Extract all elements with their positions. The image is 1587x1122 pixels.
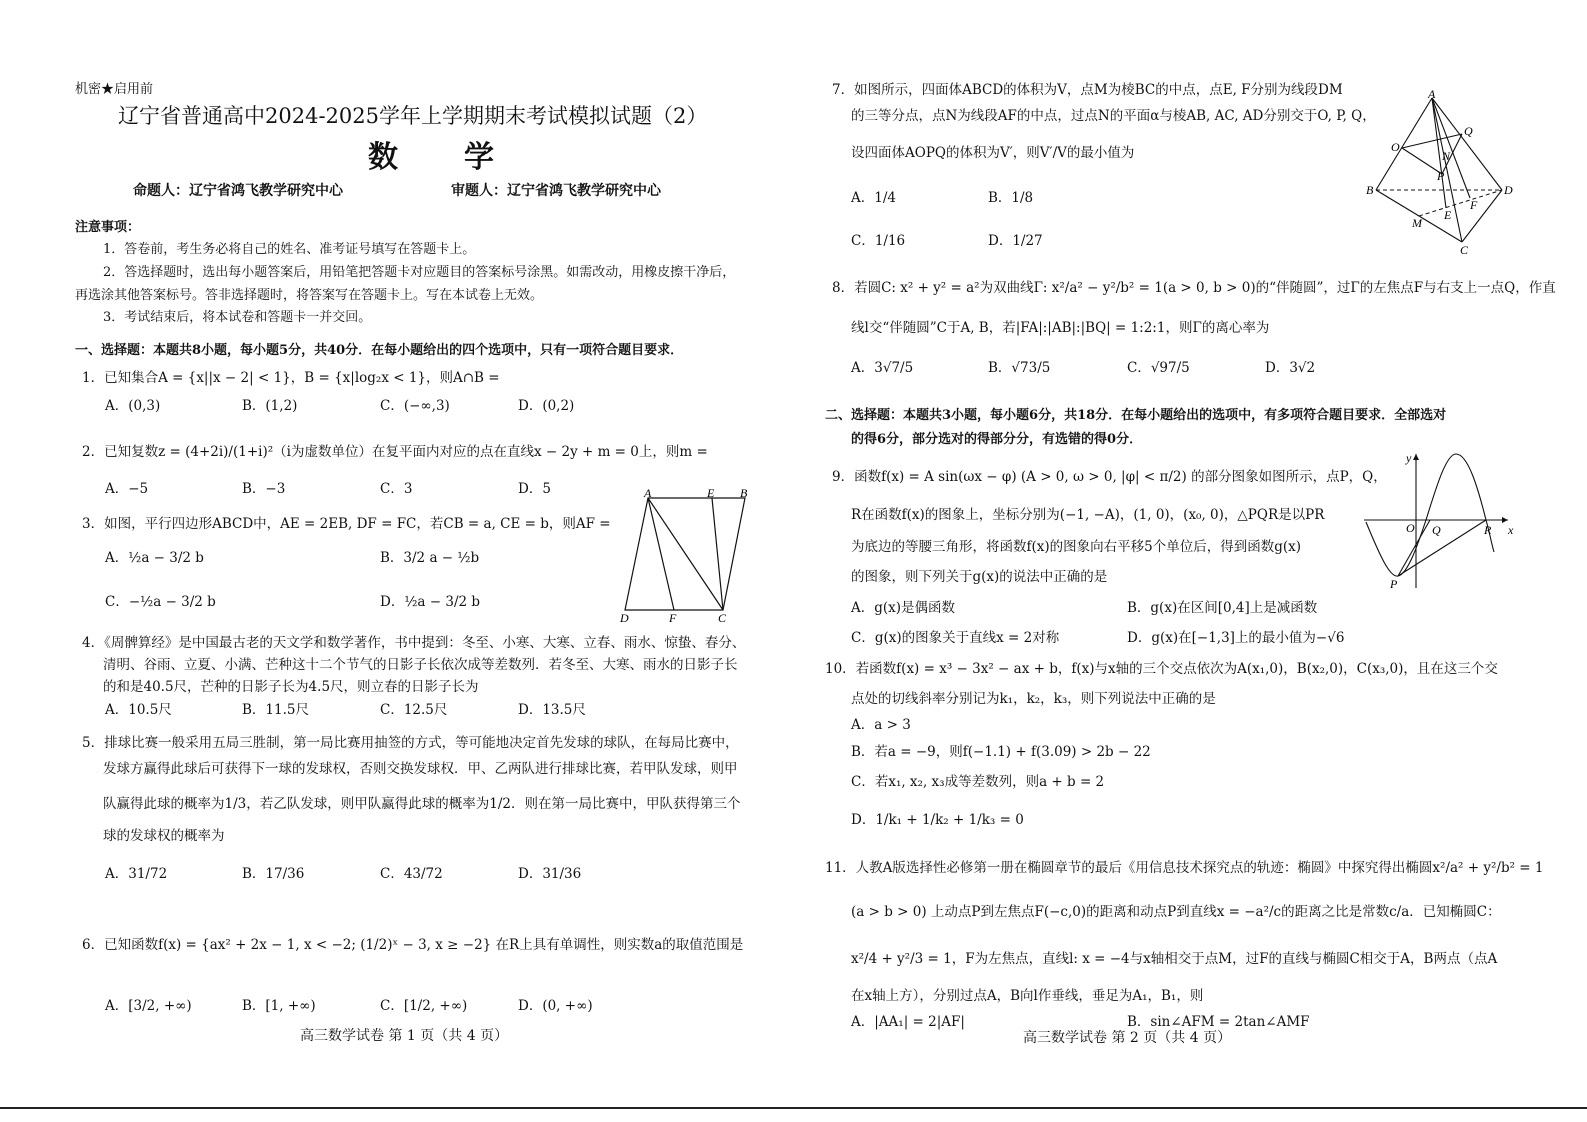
q1-option-d: D．(0,2) — [518, 398, 575, 414]
q7-label-c: C — [1460, 243, 1469, 257]
q9-line-3: 为底边的等腰三角形，将函数f(x)的图象向右平移5个单位后，得到函数g(x) — [851, 539, 1302, 555]
q3-option-c: C．−½a − 3/2 b — [105, 594, 216, 610]
q8-option-a: A．3√7/5 — [851, 360, 914, 376]
q5-option-a: A．31/72 — [105, 866, 168, 882]
q7-line-1: 7．如图所示，四面体ABCD的体积为V，点M为棱BC的中点，点E, F分别为线段DM — [832, 82, 1343, 98]
subject-title: 数 学 — [368, 140, 512, 175]
q3-label-f: F — [669, 611, 677, 625]
q9-sine-graph-figure — [1362, 448, 1518, 594]
exam-title: 辽宁省普通高中2024-2025学年上学期期末考试模拟试题（2） — [118, 104, 708, 128]
q4-option-c: C．12.5尺 — [380, 702, 448, 718]
q9-option-d: D．g(x)在[−1,3]上的最小值为−√6 — [1127, 630, 1345, 646]
q7-label-p: P — [1437, 169, 1445, 183]
q5-line-4: 球的发球权的概率为 — [103, 828, 225, 844]
q5-line-3: 队赢得此球的概率为1/3，若乙队发球，则甲队赢得此球的概率为1/2．则在第一局比赛中，甲队获得第三个 — [103, 796, 741, 812]
q8-line-1: 8．若圆C: x² + y² = a²为双曲线Γ: x²/a² − y²/b² = 1(a > 0, b > 0)的“伴随圆”，过Γ的左焦点F与右支上一点Q，作直 — [832, 280, 1556, 296]
q6-option-a: A．[3/2, +∞) — [105, 998, 192, 1014]
notice-item-2: 2．答选择题时，选出每小题答案后，用铅笔把答题卡对应题目的答案标号涂黑。如需改动，用橡皮擦干净后， — [103, 265, 736, 280]
q7-option-b: B．1/8 — [988, 190, 1034, 206]
q6-option-b: B．[1, +∞) — [242, 998, 316, 1014]
q2-option-b: B．−3 — [242, 481, 286, 497]
q11-line-2: (a > b > 0) 上动点P到左焦点F(−c,0)的距离和动点P到直线x = −a²/c的距离之比是常数c/a．已知椭圆C： — [851, 904, 1501, 920]
section-1-heading: 一、选择题：本题共8小题，每小题5分，共40分．在每小题给出的四个选项中，只有一项符合题目要求． — [75, 343, 684, 358]
page-bottom-rule — [0, 1107, 1587, 1109]
q9-line-2: R在函数f(x)的图象上，坐标分别为(−1, −A)，(1, 0)，(x₀, 0)，△PQR是以PR — [851, 507, 1325, 523]
q11-option-a: A．|AA₁| = 2|AF| — [851, 1014, 965, 1030]
q1-stem: 1．已知集合A = {x||x − 2| < 1}，B = {x|log₂x < 1}，则A∩B = — [82, 370, 500, 386]
q7-label-e: E — [1444, 208, 1452, 222]
q7-line-3: 设四面体AOPQ的体积为V′，则V′/V的最小值为 — [851, 145, 1135, 161]
q9-label-x: x — [1508, 523, 1514, 537]
q4-option-d: D．13.5尺 — [518, 702, 586, 718]
q7-option-d: D．1/27 — [988, 233, 1043, 249]
q8-option-d: D．3√2 — [1265, 360, 1316, 376]
q3-option-b: B．3/2 a − ½b — [380, 550, 480, 566]
q9-label-q: Q — [1432, 523, 1441, 537]
q6-option-d: D．(0, +∞) — [518, 998, 593, 1014]
q7-option-c: C．1/16 — [851, 233, 906, 249]
q5-line-1: 5．排球比赛一般采用五局三胜制，第一局比赛用抽签的方式，等可能地决定首先发球的球队，在每局比赛中， — [82, 735, 739, 751]
q4-line-3: 的和是40.5尺，芒种的日影子长为4.5尺，则立春的日影子长为 — [103, 679, 479, 695]
q9-label-p: P — [1390, 577, 1398, 591]
q4-option-b: B．11.5尺 — [242, 702, 309, 718]
q10-option-d: D．1/k₁ + 1/k₂ + 1/k₃ = 0 — [851, 812, 1024, 828]
q7-label-m: M — [1412, 216, 1422, 230]
q9-option-b: B．g(x)在区间[0,4]上是减函数 — [1127, 600, 1318, 616]
q7-label-b: B — [1366, 183, 1374, 197]
q7-tetrahedron-figure — [1362, 90, 1522, 258]
q11-line-1: 11．人教A版选择性必修第一册在椭圆章节的最后《用信息技术探究点的轨迹：椭圆》中探究得出椭圆x²/a² + y²/b² = 1 — [825, 860, 1544, 876]
section-2-heading: 二、选择题：本题共3小题，每小题6分，共18分．在每小题给出的选项中，有多项符合题目要求．全部选对 — [825, 408, 1447, 423]
q6-stem: 6．已知函数f(x) = {ax² + 2x − 1, x < −2; (1/2)ˣ − 3, x ≥ −2} 在R上具有单调性，则实数a的取值范围是 — [82, 937, 744, 953]
q3-label-c: C — [718, 611, 727, 625]
q11-line-4: 在x轴上方），分别过点A，B向l作垂线，垂足为A₁，B₁，则 — [851, 988, 1204, 1004]
q7-label-o: O — [1391, 140, 1400, 154]
q3-stem: 3．如图，平行四边形ABCD中，AE = 2EB, DF = FC，若CB = a, CE = b，则AF = — [82, 516, 611, 532]
q3-parallelogram-figure — [615, 488, 765, 628]
q2-option-c: C．3 — [380, 481, 413, 497]
q1-option-b: B．(1,2) — [242, 398, 298, 414]
section-2-heading-cont: 的得6分，部分选对的得部分分，有选错的得0分． — [851, 432, 1143, 447]
q10-option-b: B．若a = −9，则f(−1.1) + f(3.09) > 2b − 22 — [851, 744, 1151, 760]
q5-line-2: 发球方赢得此球后可获得下一球的发球权，否则交换发球权．甲、乙两队进行排球比赛，若甲队发球，则甲 — [103, 761, 738, 777]
reviewer-line: 审题人：辽宁省鸿飞教学研究中心 — [451, 183, 661, 199]
q6-option-c: C．[1/2, +∞) — [380, 998, 468, 1014]
q2-stem: 2．已知复数z = (4+2i)/(1+i)²（i为虚数单位）在复平面内对应的点在直线x − 2y + m = 0上，则m = — [82, 444, 708, 460]
q1-option-a: A．(0,3) — [105, 398, 161, 414]
q10-option-a: A．a > 3 — [851, 717, 911, 733]
q8-line-2: 线l交“伴随圆”C于A, B，若|FA|:|AB|:|BQ| = 1:2:1，则Γ的离心率为 — [851, 320, 1270, 336]
notice-item-1: 1．答卷前，考生务必将自己的姓名、准考证号填写在答题卡上。 — [103, 242, 476, 257]
q3-option-d: D．½a − 3/2 b — [380, 594, 481, 610]
q3-option-a: A．½a − 3/2 b — [105, 550, 204, 566]
notice-item-3: 3．考试结束后，将本试卷和答题卡一并交回。 — [103, 310, 372, 325]
q7-label-f: F — [1470, 198, 1478, 212]
q9-label-y: y — [1406, 451, 1412, 465]
q7-option-a: A．1/4 — [851, 190, 896, 206]
q4-line-2: 清明、谷雨、立夏、小满、芒种这十二个节气的日影子长依次成等差数列．若冬至、大寒、雨水的日影子长 — [103, 657, 738, 673]
q5-option-d: D．31/36 — [518, 866, 582, 882]
q3-label-d: D — [620, 611, 629, 625]
q4-line-1: 4．《周髀算经》是中国最古老的天文学和数学著作，书中提到：冬至、小寒、大寒、立春、雨水、惊蛰、春分、 — [82, 635, 746, 651]
q2-option-d: D．5 — [518, 481, 551, 497]
q7-label-n: N — [1442, 149, 1451, 163]
page-2-footer: 高三数学试卷 第 2 页（共 4 页） — [1023, 1030, 1232, 1046]
q9-line-4: 的图象，则下列关于g(x)的说法中正确的是 — [851, 569, 1108, 585]
q3-label-e: E — [707, 488, 715, 500]
page-1-footer: 高三数学试卷 第 1 页（共 4 页） — [300, 1028, 509, 1044]
q5-option-c: C．43/72 — [380, 866, 443, 882]
q7-label-a: A — [1428, 90, 1436, 101]
q3-label-b: B — [740, 488, 748, 500]
q10-option-c: C．若x₁, x₂, x₃成等差数列，则a + b = 2 — [851, 774, 1105, 790]
q7-label-d: D — [1504, 183, 1513, 197]
q9-line-1: 9．函数f(x) = A sin(ωx − φ) (A > 0, ω > 0, |φ| < π/2) 的部分图象如图所示，点P，Q， — [832, 469, 1387, 485]
q3-label-a: A — [644, 488, 652, 500]
q5-option-b: B．17/36 — [242, 866, 305, 882]
q8-option-b: B．√73/5 — [988, 360, 1051, 376]
notice-item-2-cont: 再选涂其他答案标号。答非选择题时，将答案写在答题卡上。写在本试卷上无效。 — [75, 288, 544, 303]
q4-option-a: A．10.5尺 — [105, 702, 172, 718]
q9-label-o: O — [1406, 521, 1415, 535]
q1-option-c: C．(−∞,3) — [380, 398, 450, 414]
q10-line-2: 点处的切线斜率分别记为k₁，k₂，k₃，则下列说法中正确的是 — [851, 691, 1216, 707]
q8-option-c: C．√97/5 — [1127, 360, 1190, 376]
q9-option-a: A．g(x)是偶函数 — [851, 600, 956, 616]
q9-option-c: C．g(x)的图象关于直线x = 2对称 — [851, 630, 1060, 646]
confidential-label: 机密★启用前 — [75, 82, 154, 97]
author-line: 命题人：辽宁省鸿飞教学研究中心 — [133, 183, 343, 199]
q11-line-3: x²/4 + y²/3 = 1，F为左焦点，直线l: x = −4与x轴相交于点M，过F的直线与椭圆C相交于A，B两点（点A — [851, 951, 1498, 967]
q10-line-1: 10．若函数f(x) = x³ − 3x² − ax + b，f(x)与x轴的三个交点依次为A(x₁,0)，B(x₂,0)，C(x₃,0)，且在这三个交 — [825, 661, 1498, 677]
q7-line-2: 的三等分点，点N为线段AF的中点，过点N的平面α与棱AB, AC, AD分别交于O, P, Q， — [851, 108, 1376, 124]
q9-label-r: R — [1484, 523, 1492, 537]
q11-option-b: B．sin∠AFM = 2tan∠AMF — [1127, 1014, 1310, 1030]
q2-option-a: A．−5 — [105, 481, 149, 497]
q7-label-q: Q — [1464, 124, 1473, 138]
notice-heading: 注意事项： — [75, 220, 141, 235]
